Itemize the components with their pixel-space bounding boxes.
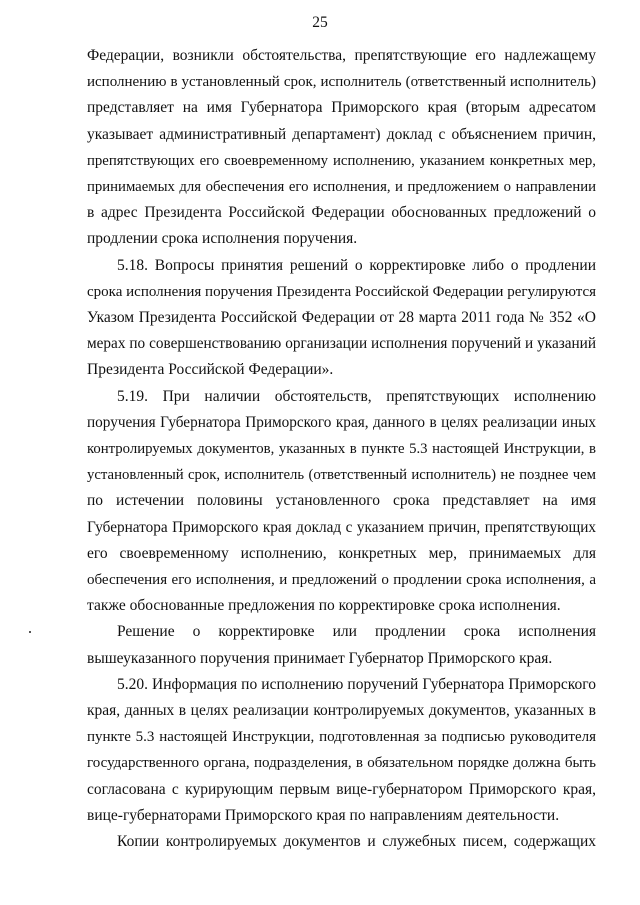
text-line: исполнению в установленный срок, исполнитель (ответственный исполнитель) (87, 74, 596, 91)
text-line: 5.18. Вопросы принятия решений о корректировке либо о продлении (117, 256, 596, 274)
text-line: поручения Губернатора Приморского края, данного в целях реализации иных (87, 413, 596, 431)
text-line: также обоснованные предложения по корректировке срока исполнения. (87, 597, 561, 615)
text-line: края, данных в целях реализации контролируемых документов, указанных в (87, 702, 596, 720)
text-line: продлении срока исполнения поручения. (87, 230, 358, 248)
text-line: 5.20. Информация по исполнению поручений Губернатора Приморского (117, 675, 596, 693)
text-line: обеспечения его исполнения, и предложений о продлении срока исполнения, а (87, 572, 596, 589)
text-line: контролируемых документов, указанных в пункте 5.3 настоящей Инструкции, в (87, 441, 596, 458)
text-line: вице-губернаторами Приморского края по направлениям деятельности. (87, 806, 560, 824)
text-line: вышеуказанного поручения принимает Губернатор Приморского края. (87, 649, 553, 667)
text-line: Губернатора Приморского края доклад с указанием причин, препятствующих (87, 518, 596, 536)
text-line: государственного органа, подразделения, в обязательном порядке должна быть (87, 755, 596, 772)
text-line: срока исполнения поручения Президента Российской Федерации регулируются (87, 283, 596, 300)
text-line: Федерации, возникли обстоятельства, препятствующие его надлежащему (87, 47, 596, 64)
text-line: представляет на имя Губернатора Приморского края (вторым адресатом (87, 99, 596, 117)
text-line: препятствующих его своевременному исполнению, указанием конкретных мер, (87, 152, 596, 169)
body-text (87, 43, 596, 855)
text-line: по истечении половины установленного срока представляет на имя (87, 492, 596, 510)
text-line: в адрес Президента Российской Федерации обоснованных предложений о (87, 204, 596, 222)
text-line: его своевременному исполнению, конкретных мер, принимаемых для (87, 544, 596, 562)
text-line: принимаемых для обеспечения его исполнения, и предложением о направлении (87, 179, 596, 196)
text-line: Президента Российской Федерации». (87, 361, 334, 379)
text-line: Копии контролируемых документов и служебных писем, содержащих (117, 833, 596, 851)
text-line: мерах по совершенствованию организации исполнения поручений и указаний (87, 335, 596, 353)
text-line: установленный срок, исполнитель (ответственный исполнитель) не позднее чем (87, 467, 596, 484)
text-line: указывает административный департамент) доклад с объяснением причин, (87, 125, 596, 143)
page-number: 25 (312, 14, 328, 31)
text-line: согласована с курирующим первым вице-губернатором Приморского края, (87, 780, 596, 798)
scan-speck (29, 631, 31, 633)
text-line: Решение о корректировке или продлении срока исполнения (117, 623, 596, 641)
text-line: пункте 5.3 настоящей Инструкции, подготовленная за подписью руководителя (87, 729, 596, 746)
text-line: 5.19. При наличии обстоятельств, препятствующих исполнению (117, 387, 596, 405)
text-line: Указом Президента Российской Федерации от 28 марта 2011 года № 352 «О (87, 309, 596, 327)
